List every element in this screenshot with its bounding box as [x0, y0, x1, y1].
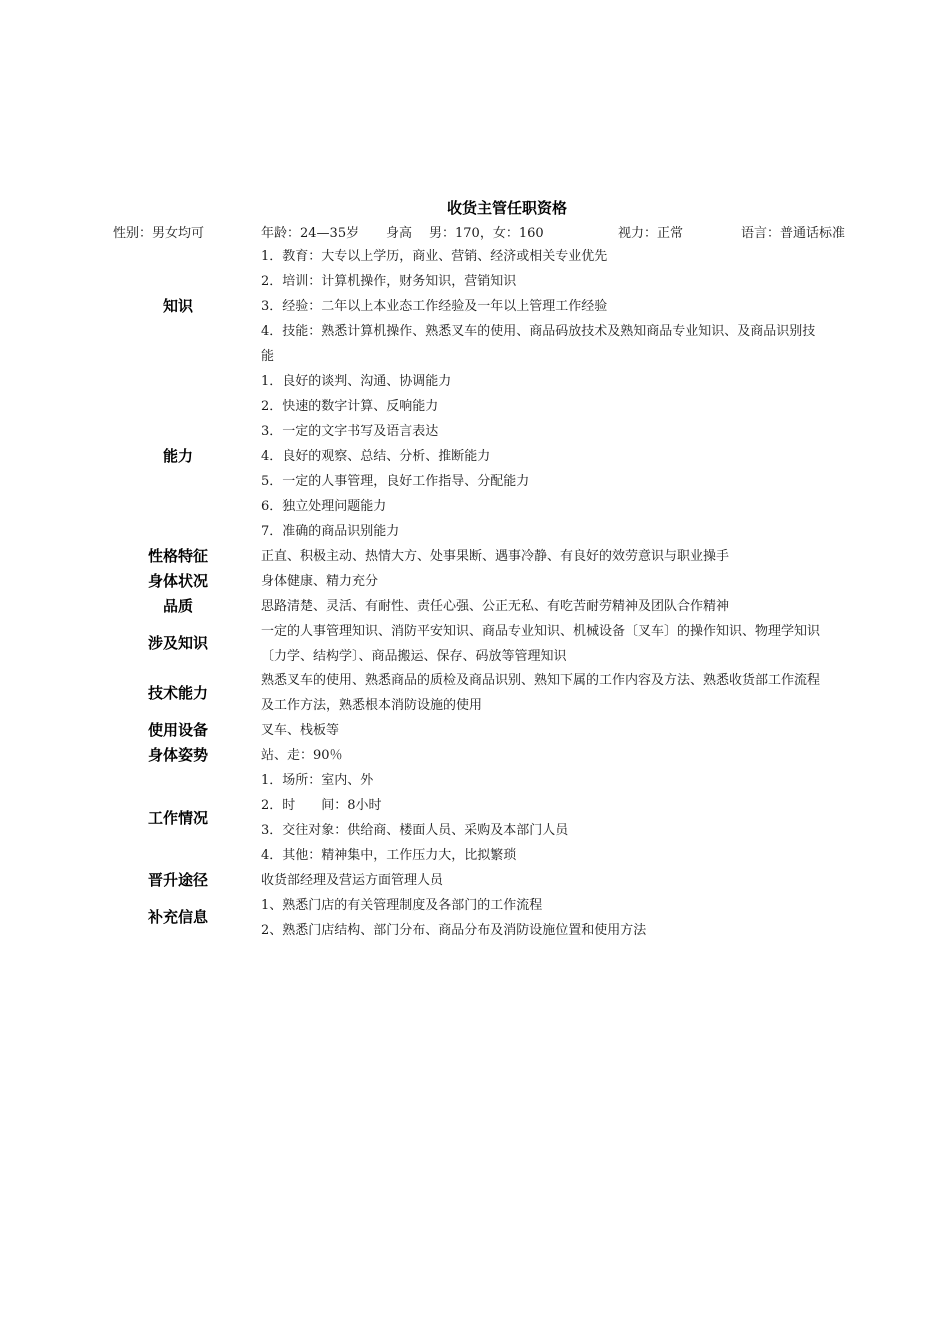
section-label-ability: 能力 — [162, 447, 193, 465]
supplement-line: 1、熟悉门店的有关管理制度及各部门的工作流程 — [261, 898, 543, 913]
ability-line: 1．良好的谈判、沟通、协调能力 — [261, 374, 452, 389]
knowledge-lines — [261, 244, 886, 369]
promotion-lines — [261, 868, 886, 893]
promotion-line: 收货部经理及营运方面管理人员 — [261, 873, 444, 888]
work-line: 3．交往对象：供给商、楼面人员、采购及本部门人员 — [261, 823, 569, 838]
knowledge-line: 2．培训：计算机操作，财务知识，营销知识 — [261, 274, 517, 289]
quality-lines — [261, 594, 886, 619]
physical-line: 身体健康、精力充分 — [261, 574, 379, 589]
section-label-physical: 身体状况 — [147, 572, 208, 590]
basic-info-row — [0, 222, 950, 242]
work-lines — [261, 768, 886, 868]
section-label-equipment: 使用设备 — [147, 721, 208, 739]
posture-lines — [261, 743, 886, 768]
related-knowledge-line: 〔力学、结构学〕、商品搬运、保存、码放等管理知识 — [261, 649, 567, 664]
language-info: 语言：普通话标准 — [741, 226, 846, 241]
technical-line: 熟悉叉车的使用、熟悉商品的质检及商品识别、熟知下属的工作内容及方法、熟悉收货部工作流程 — [261, 673, 821, 688]
equipment-lines — [261, 718, 886, 743]
technical-lines — [261, 668, 886, 718]
supplement-lines — [261, 893, 886, 943]
ability-line: 5．一定的人事管理，良好工作指导、分配能力 — [261, 474, 530, 489]
section-label-promotion: 晋升途径 — [147, 871, 208, 889]
ability-line: 3．一定的文字书写及语言表达 — [261, 424, 439, 439]
section-label-personality: 性格特征 — [147, 547, 208, 565]
personality-line: 正直、积极主动、热情大方、处事果断、遇事冷静、有良好的效劳意识与职业操手 — [261, 549, 730, 564]
section-label-related-knowledge: 涉及知识 — [147, 634, 208, 652]
supplement-line: 2、熟悉门店结构、部门分布、商品分布及消防设施位置和使用方法 — [261, 923, 647, 938]
personality-lines — [261, 544, 886, 569]
section-label-knowledge: 知识 — [162, 297, 193, 315]
ability-line: 7．准确的商品识别能力 — [261, 524, 400, 539]
section-label-supplement: 补充信息 — [147, 908, 208, 926]
section-label-work: 工作情况 — [147, 809, 208, 827]
section-label-technical: 技术能力 — [147, 684, 208, 702]
physical-lines — [261, 569, 886, 594]
section-label-posture: 身体姿势 — [147, 746, 208, 764]
ability-line: 6．独立处理问题能力 — [261, 499, 387, 514]
document-title: 收货主管任职资格 — [446, 199, 567, 217]
knowledge-line: 3．经验：二年以上本业态工作经验及一年以上管理工作经验 — [261, 299, 608, 314]
equipment-line: 叉车、栈板等 — [261, 723, 340, 738]
ability-lines — [261, 369, 886, 544]
related-knowledge-lines — [261, 619, 886, 669]
gender-info: 性别：男女均可 — [113, 226, 205, 241]
posture-line: 站、走：90％ — [261, 748, 343, 763]
technical-line: 及工作方法，熟悉根本消防设施的使用 — [261, 698, 483, 713]
vision-info: 视力：正常 — [618, 226, 684, 241]
knowledge-line: 4．技能：熟悉计算机操作、熟悉叉车的使用、商品码放技术及熟知商品专业知识、及商品识别技 — [261, 324, 816, 339]
knowledge-line: 1．教育：大专以上学历，商业、营销、经济或相关专业优先 — [261, 249, 608, 264]
height-label: 身高 — [386, 226, 413, 241]
work-line: 1．场所：室内、外 — [261, 773, 374, 788]
ability-line: 4．良好的观察、总结、分析、推断能力 — [261, 449, 491, 464]
ability-line: 2．快速的数字计算、反响能力 — [261, 399, 439, 414]
knowledge-line: 能 — [261, 349, 275, 364]
work-line: 2．时 间：8小时 — [261, 798, 382, 813]
work-line: 4．其他：精神集中，工作压力大，比拟繁琐 — [261, 848, 517, 863]
quality-line: 思路清楚、灵活、有耐性、责任心强、公正无私、有吃苦耐劳精神及团队合作精神 — [261, 599, 730, 614]
age-info: 年龄：24—35岁 — [261, 226, 360, 241]
related-knowledge-line: 一定的人事管理知识、消防平安知识、商品专业知识、机械设备〔叉车〕的操作知识、物理学知识 — [261, 624, 821, 639]
height-info: 男：170，女：160 — [429, 226, 544, 241]
section-label-quality: 品质 — [162, 597, 193, 615]
